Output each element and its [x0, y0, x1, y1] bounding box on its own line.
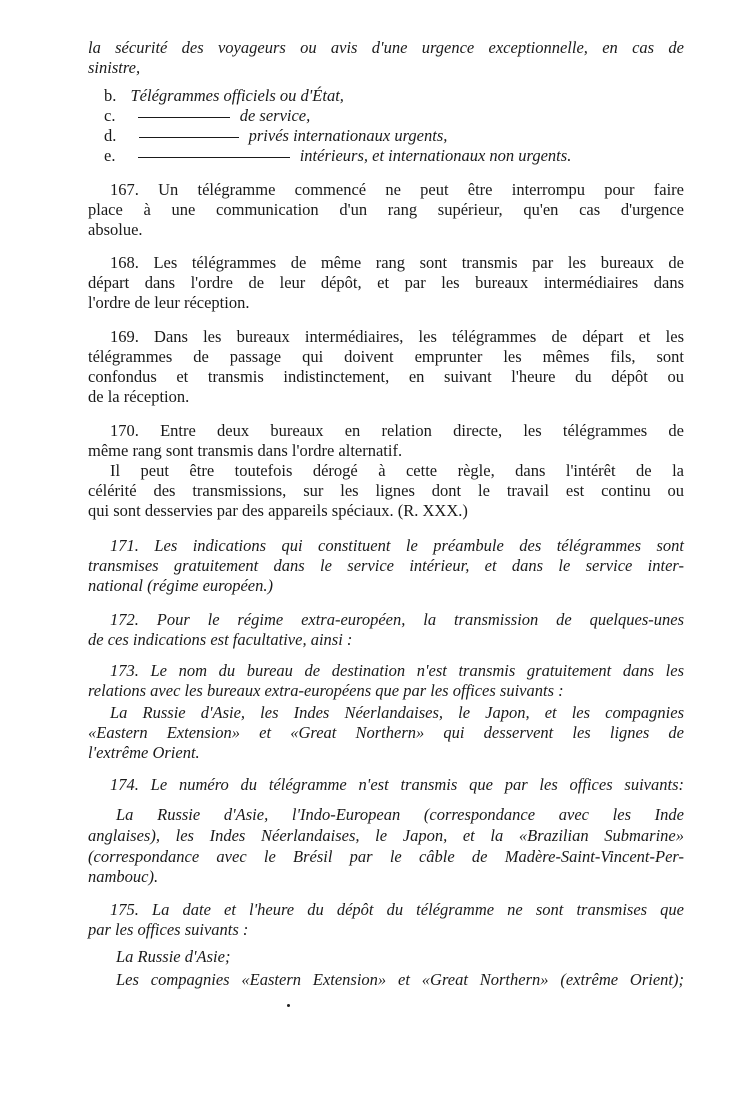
- category-item: [104, 106, 700, 126]
- category-text: privés internationaux urgents,: [248, 126, 448, 145]
- article-169-line: 169. Dans les bureaux intermédiaires, les télégrammes de départ et les: [110, 327, 684, 346]
- article-175-line: 175. La date et l'heure du dépôt du télégramme ne sont transmises que: [110, 900, 684, 919]
- article-173-line: «Eastern Extension» et «Great Northern» qui desservent les lignes de: [88, 723, 684, 742]
- ditto-dash: [138, 157, 290, 158]
- article-168-line: 168. Les télégrammes de même rang sont transmis par les bureaux de: [110, 253, 684, 272]
- category-text: de service,: [239, 106, 311, 125]
- article-173-line: l'extrême Orient.: [88, 743, 200, 762]
- article-167-line: 167. Un télégramme commencé ne peut être interrompu pour faire: [110, 180, 684, 199]
- article-167-line: absolue.: [88, 220, 143, 239]
- ditto-dash: [139, 137, 239, 138]
- category-letter: e.: [104, 146, 116, 165]
- page-speck: [287, 1004, 290, 1007]
- category-text: Télégrammes officiels ou d'État,: [130, 86, 344, 105]
- article-169-line: confondus et transmis indistinctement, en suivant l'heure du dépôt ou: [88, 367, 684, 386]
- category-letter: c.: [104, 106, 116, 125]
- category-text: intérieurs, et internationaux non urgents.: [299, 146, 572, 165]
- article-169-line: télégrammes de passage qui doivent emprunter les mêmes fils, sont: [88, 347, 684, 366]
- article-170-line: célérité des transmissions, sur les lignes dont le travail est continu ou: [88, 481, 684, 500]
- article-173-line: relations avec les bureaux extra-européens que par les offices suivants :: [88, 681, 564, 700]
- article-173-line: 173. Le nom du bureau de destination n'est transmis gratuitement dans les: [110, 661, 684, 680]
- article-170-line: qui sont desservies par des appareils spéciaux. (R. XXX.): [88, 501, 468, 520]
- article-169-line: de la réception.: [88, 387, 190, 406]
- article-172-line: de ces indications est facultative, ainsi :: [88, 630, 353, 649]
- intro-line: la sécurité des voyageurs ou avis d'une urgence exceptionnelle, en cas de: [88, 38, 684, 57]
- ditto-dash: [138, 117, 230, 118]
- intro-line: sinistre,: [88, 58, 141, 77]
- article-175-line: Les compagnies «Eastern Extension» et «Great Northern» (extrême Orient);: [116, 970, 684, 989]
- article-175-line: La Russie d'Asie;: [116, 947, 231, 966]
- article-170-line: Il peut être toutefois dérogé à cette règle, dans l'intérêt de la: [110, 461, 684, 480]
- category-letter: b.: [104, 86, 117, 105]
- article-171-line: national (régime européen.): [88, 576, 273, 595]
- category-item: [104, 86, 700, 106]
- article-168-line: l'ordre de leur réception.: [88, 293, 250, 312]
- article-170-line: 170. Entre deux bureaux en relation directe, les télégrammes de: [110, 421, 684, 440]
- article-167-line: place à une communication d'un rang supérieur, qu'en cas d'urgence: [88, 200, 684, 219]
- article-174-line: anglaises), les Indes Néerlandaises, le Japon, et la «Brazilian Submarine»: [88, 826, 684, 845]
- article-174-line: (correspondance avec le Brésil par le câble de Madère-Saint-Vincent-Per-: [88, 847, 684, 866]
- article-172-line: 172. Pour le régime extra-européen, la transmission de quelques-unes: [110, 610, 684, 629]
- article-174-line: 174. Le numéro du télégramme n'est transmis que par les offices suivants:: [110, 775, 684, 794]
- article-170-line: même rang sont transmis dans l'ordre alternatif.: [88, 441, 403, 460]
- article-175-line: par les offices suivants :: [88, 920, 249, 939]
- article-173-line: La Russie d'Asie, les Indes Néerlandaises, le Japon, et les compagnies: [110, 703, 684, 722]
- article-168-line: départ dans l'ordre de leur dépôt, et par les bureaux intermédiaires dans: [88, 273, 684, 292]
- category-item: [104, 126, 700, 146]
- category-item: [104, 146, 700, 166]
- article-174-line: La Russie d'Asie, l'Indo-European (correspondance avec les Inde: [116, 805, 684, 824]
- category-letter: d.: [104, 126, 117, 145]
- article-171-line: transmises gratuitement dans le service intérieur, et dans le service inter-: [88, 556, 684, 575]
- article-174-line: nambouc).: [88, 867, 159, 886]
- article-171-line: 171. Les indications qui constituent le préambule des télégrammes sont: [110, 536, 684, 555]
